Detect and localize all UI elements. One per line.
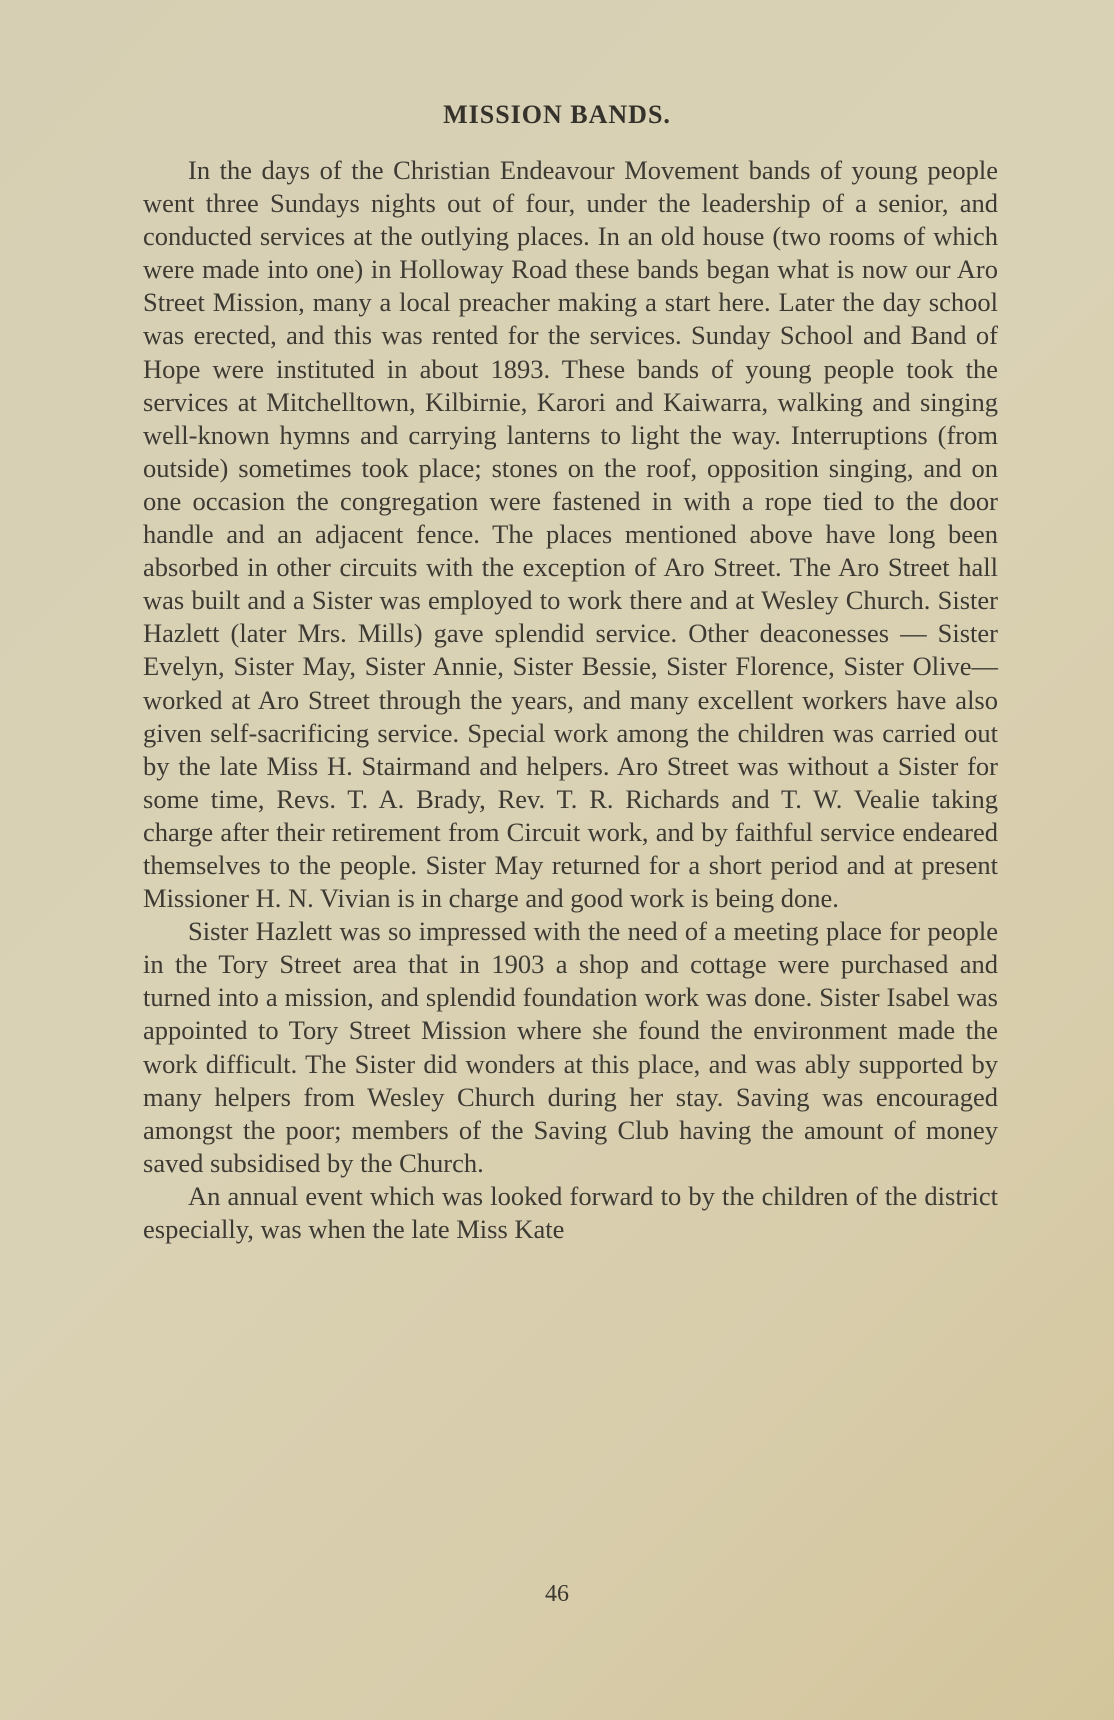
paragraph-1: In the days of the Christian Endeavour Movement bands of young people went three Sundays nights out of four, under the leadership of a senior, and conducted services at the outlying places. In an old house (two rooms of which were made into one) in Holloway Road these bands began what is now our Aro Street Mission, many a local preacher making a start here. Later the day school was erected, and this was rented for the services. Sunday School and Band of Hope were instituted in about 1893. These bands of young people took the services at Mitchelltown, Kilbirnie, Karori and Kaiwarra, walking and singing well-known hymns and carrying lanterns to light the way. Interruptions (from outside) sometimes took place; stones on the roof, opposition singing, and on one occasion the congregation were fastened in with a rope tied to the door handle and an adjacent fence. The places mentioned above have long been absorbed in other circuits with the exception of Aro Street. The Aro Street hall was built and a Sister was employed to work there and at Wesley Church. Sister Hazlett (later Mrs. Mills) gave splendid service. Other deaconesses — Sister Evelyn, Sister May, Sister Annie, Sister Bessie, Sister Florence, Sister Olive—worked at Aro Street through the years, and many excellent workers have also given self-sacrificing service. Special work among the children was carried out by the late Miss H. Stairmand and helpers. Aro Street was without a Sister for some time, Revs. T. A. Brady, Rev. T. R. Richards and T. W. Vealie taking charge after their retirement from Circuit work, and by faithful service endeared themselves to the people. Sister May returned for a short period and at present Missioner H. N. Vivian is in charge and good work is being done. — [143, 155, 998, 914]
page-number: 46 — [545, 1581, 569, 1607]
paragraph-3: An annual event which was looked forward to by the children of the district especially, was when the late Miss Kate — [143, 1180, 998, 1244]
page-title: MISSION BANDS. — [443, 100, 671, 129]
body-text — [143, 154, 998, 1246]
paragraph-2: Sister Hazlett was so impressed with the need of a meeting place for people in the Tory Street area that in 1903 a shop and cottage were purchased and turned into a mission, and splendid foundation work was done. Sister Isabel was appointed to Tory Street Mission where she found the environment made the work difficult. The Sister did wonders at this place, and was ably supported by many helpers from Wesley Church during her stay. Saving was encouraged amongst the poor; members of the Saving Club having the amount of money saved subsidised by the Church. — [143, 916, 998, 1178]
